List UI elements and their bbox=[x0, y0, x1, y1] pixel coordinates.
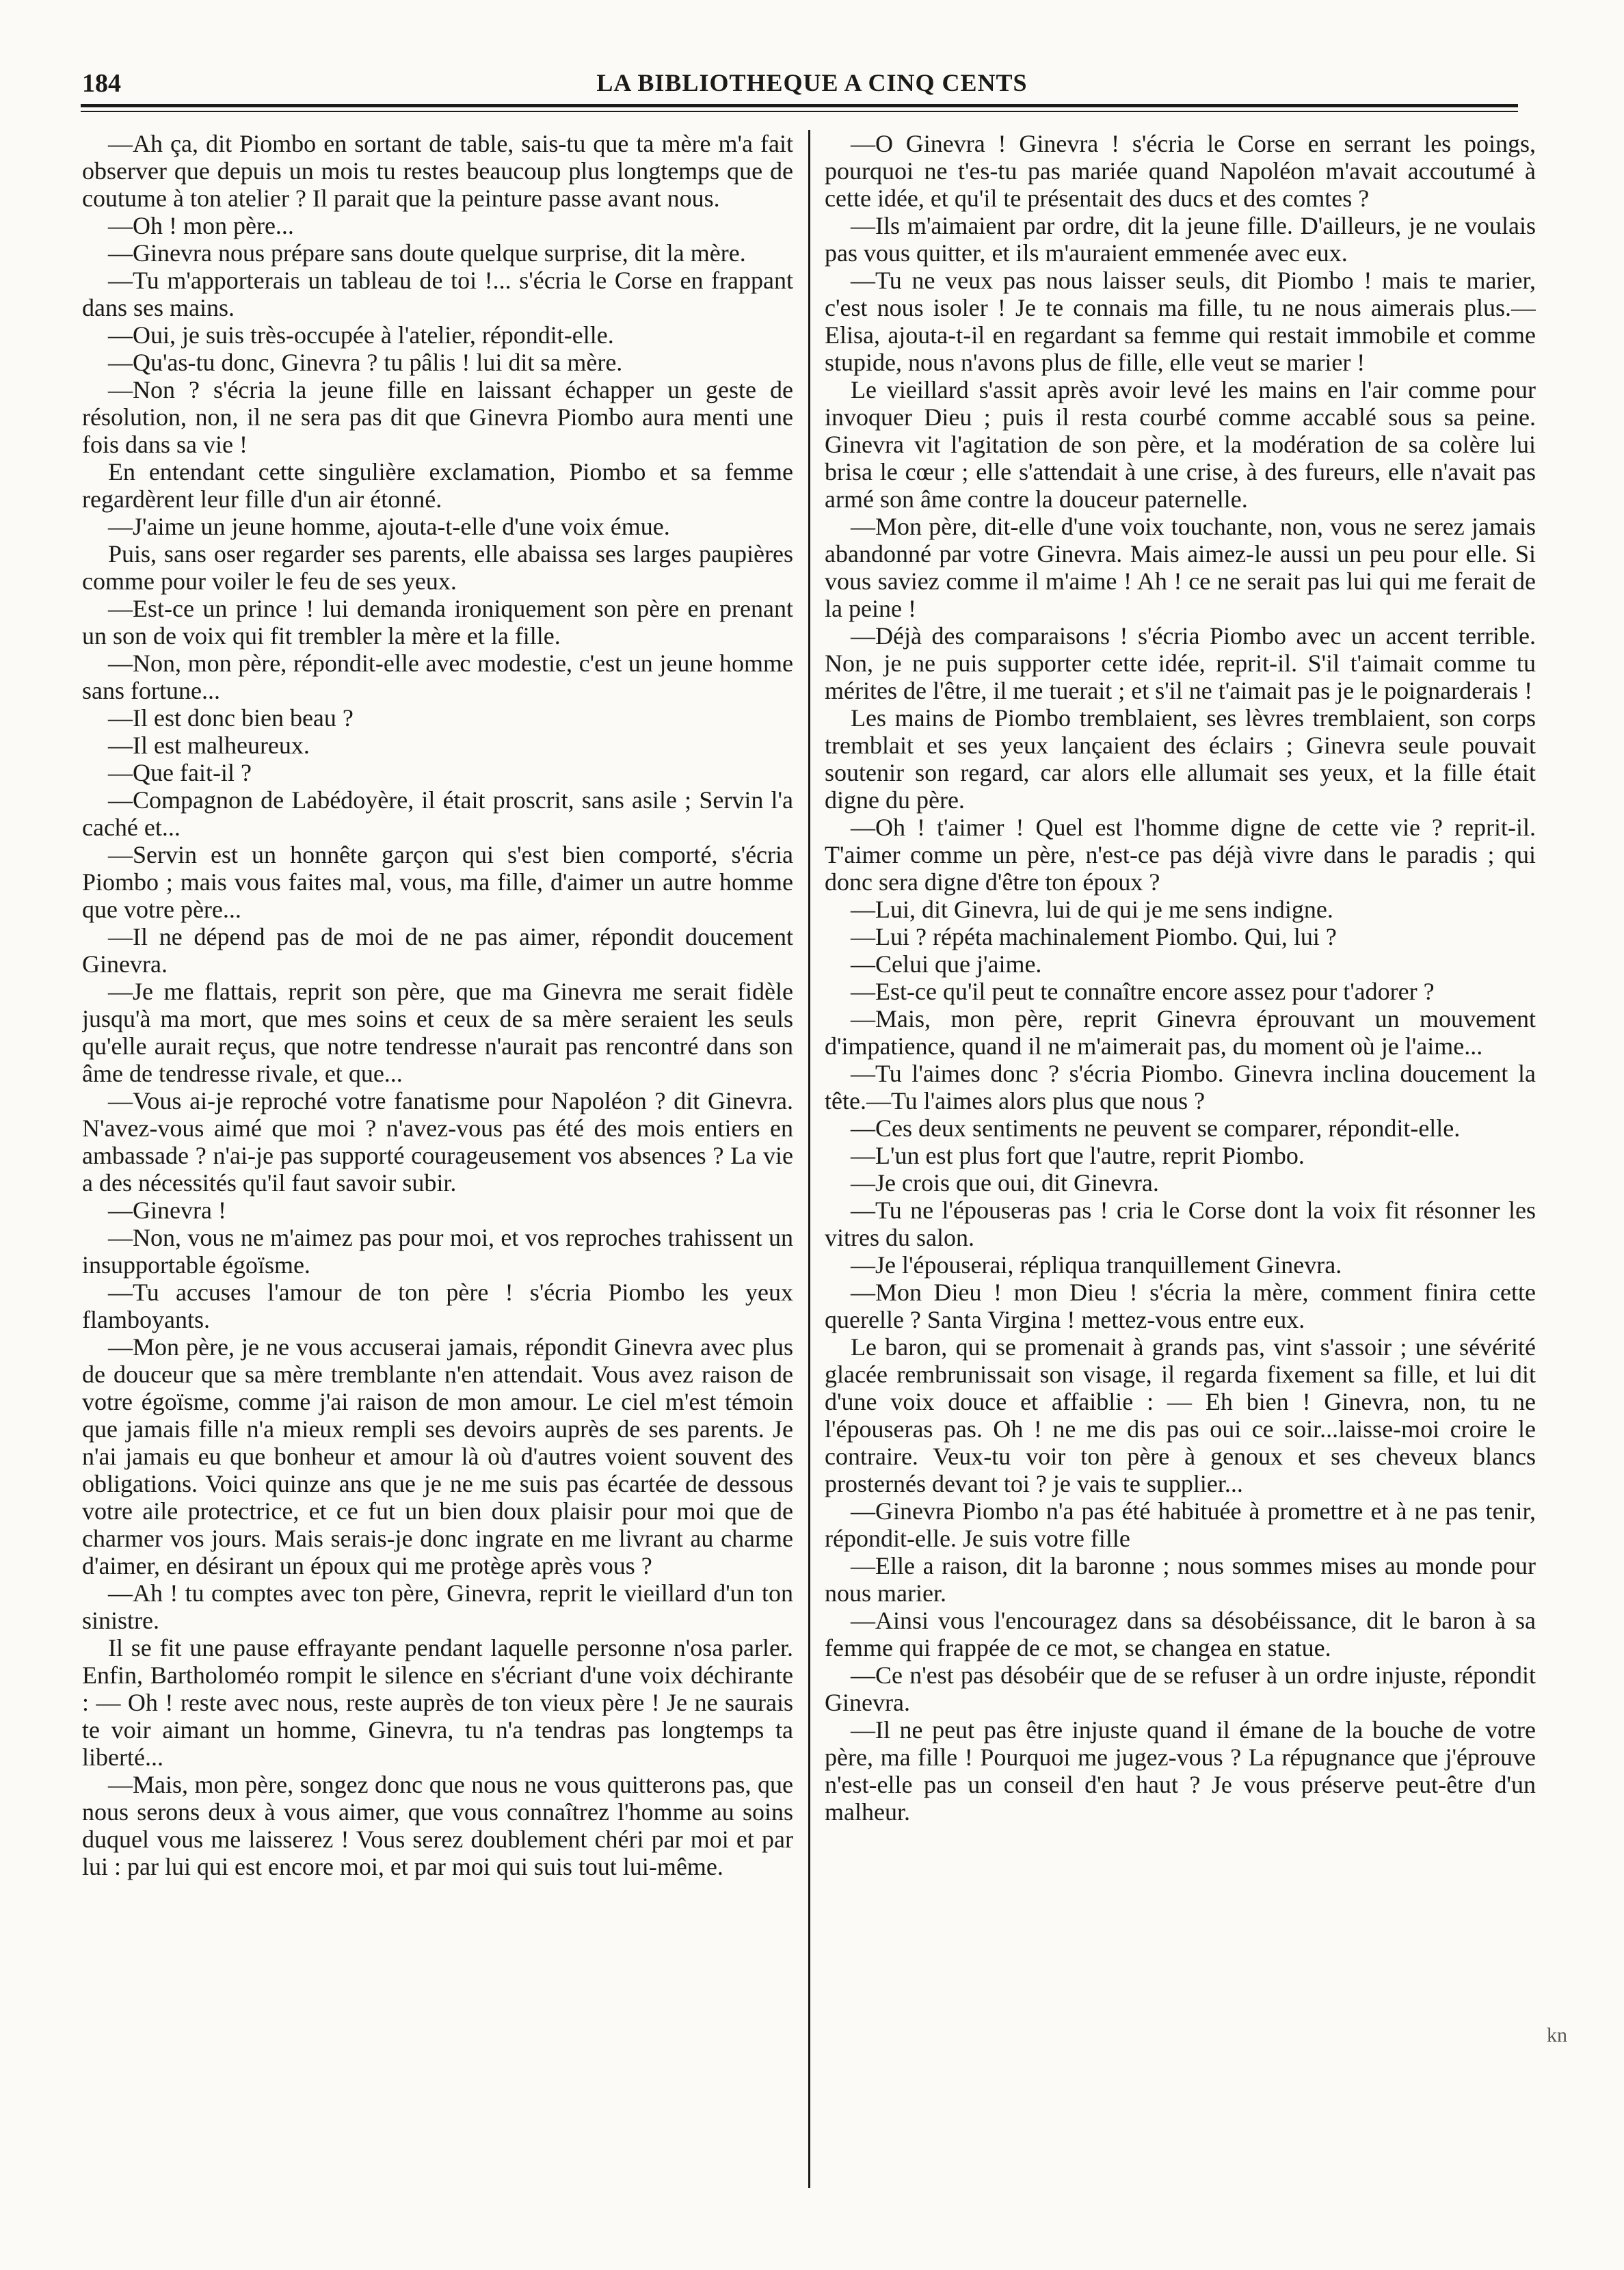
paragraph: —Ainsi vous l'encouragez dans sa désobéissance, dit le baron à sa femme qui frappée de ce mot, se changea en statue. bbox=[825, 1607, 1536, 1661]
paragraph: —Oui, je suis très-occupée à l'atelier, répondit-elle. bbox=[108, 321, 614, 349]
paragraph: —Elle a raison, dit la baronne ; nous sommes mises au monde pour nous marier. bbox=[825, 1552, 1536, 1607]
paragraph: —Tu accuses l'amour de ton père ! s'écria Piombo les yeux flamboyants. bbox=[82, 1279, 793, 1333]
paragraph: —O Ginevra ! Ginevra ! s'écria le Corse en serrant les poings, pourquoi ne t'es-tu pas mariée quand Napoléon m'avait accoutumé à cette idée, et qu'il te présentait des ducs et des comtes ? bbox=[825, 130, 1536, 212]
paragraph: —Je crois que oui, dit Ginevra. bbox=[851, 1169, 1159, 1197]
paragraph: —Je l'épouserai, répliqua tranquillement Ginevra. bbox=[851, 1251, 1342, 1279]
paragraph: —Est-ce un prince ! lui demanda ironiquement son père en prenant un son de voix qui fit trembler la mère et la fille. bbox=[82, 595, 793, 650]
paragraph: —L'un est plus fort que l'autre, reprit Piombo. bbox=[851, 1142, 1305, 1169]
paragraph: —Compagnon de Labédoyère, il était proscrit, sans asile ; Servin l'a caché et... bbox=[82, 786, 793, 841]
paragraph: —Tu ne veux pas nous laisser seuls, dit Piombo ! mais te marier, c'est nous isoler ! Je te connais ma fille, tu ne nous aimerais plus.— Elisa, ajouta-t-il en regardant sa femme qui restait immobile et comme stupide, nous n'avons plus de fille, elle veut se marier ! bbox=[825, 267, 1536, 376]
paragraph: —Mon Dieu ! mon Dieu ! s'écria la mère, comment finira cette querelle ? Santa Virgina ! mettez-vous entre eux. bbox=[825, 1279, 1536, 1333]
header-rule bbox=[81, 104, 1518, 107]
column-divider bbox=[808, 130, 810, 2188]
paragraph: —Il est malheureux. bbox=[108, 732, 310, 759]
paragraph: —Ginevra nous prépare sans doute quelque surprise, dit la mère. bbox=[108, 239, 746, 267]
paragraph: —Est-ce qu'il peut te connaître encore assez pour t'adorer ? bbox=[851, 978, 1435, 1005]
paragraph: —Oh ! mon père... bbox=[108, 212, 294, 239]
paragraph: —Mon père, je ne vous accuserai jamais, répondit Ginevra avec plus de douceur que sa mère tremblante n'en attendait. Vous avez raison de votre égoïsme, comme j'ai raison de mon amour. Le ciel m'est témoin que jamais fille n'a mieux rempli ses devoirs auprès de ses parents. Je n'ai jamais eu que bonheur et amour là où d'autres voient souvent des obligations. Voici quinze ans que je ne me suis pas écartée de dessous votre aile protectrice, et ce fut un bien doux plaisir pour moi que de charmer vos jours. Mais serais-je donc ingrate en me livrant au charme d'aimer, en désirant un époux qui me protège après vous ? bbox=[82, 1333, 793, 1579]
right-column bbox=[825, 130, 1536, 2195]
paragraph: —Il ne peut pas être injuste quand il émane de la bouche de votre père, ma fille ! Pourquoi me jugez-vous ? La répugnance que j'éprouve n'est-elle pas un conseil d'en haut ? Je vous préserve peut-être d'un malheur. bbox=[825, 1716, 1536, 1826]
paragraph: —Ils m'aimaient par ordre, dit la jeune fille. D'ailleurs, je ne voulais pas vous quitter, et ils m'auraient emmenée avec eux. bbox=[825, 212, 1536, 267]
paragraph: Le vieillard s'assit après avoir levé les mains en l'air comme pour invoquer Dieu ; puis il resta courbé comme accablé sous sa peine. Ginevra vit l'agitation de son père, et la modération de sa colère lui brisa le cœur ; elle s'attendait à une crise, à des fureurs, elle n'avait pas armé son âme contre la douceur paternelle. bbox=[825, 376, 1536, 513]
paragraph: —Oh ! t'aimer ! Quel est l'homme digne de cette vie ? reprit-il. T'aimer comme un père, n'est-ce pas déjà vivre dans le paradis ; qui donc sera digne d'être ton époux ? bbox=[825, 814, 1536, 896]
paragraph: —Qu'as-tu donc, Ginevra ? tu pâlis ! lui dit sa mère. bbox=[108, 349, 623, 376]
paragraph: —Celui que j'aime. bbox=[851, 950, 1042, 978]
paragraph: —Non ? s'écria la jeune fille en laissant échapper un geste de résolution, non, il ne sera pas dit que Ginevra Piombo aura menti une fois dans sa vie ! bbox=[82, 376, 793, 458]
paragraph: —Mais, mon père, songez donc que nous ne vous quitterons pas, que nous serons deux à vous aimer, que vous connaîtrez l'homme au soins duquel vous me laisserez ! Vous serez doublement chéri par moi et par lui : par lui qui est encore moi, et par moi qui suis tout lui-même. bbox=[82, 1771, 793, 1880]
paragraph: —Non, mon père, répondit-elle avec modestie, c'est un jeune homme sans fortune... bbox=[82, 650, 793, 704]
paragraph: —Ginevra Piombo n'a pas été habituée à promettre et à ne pas tenir, répondit-elle. Je suis votre fille bbox=[825, 1497, 1536, 1552]
page-number: 184 bbox=[82, 69, 121, 98]
running-title: LA BIBLIOTHEQUE A CINQ CENTS bbox=[596, 69, 1028, 96]
paragraph: —Tu m'apporterais un tableau de toi !... s'écria le Corse en frappant dans ses mains. bbox=[82, 267, 793, 321]
header-rule-thin bbox=[81, 111, 1518, 112]
paragraph: —Non, vous ne m'aimez pas pour moi, et vos reproches trahissent un insupportable égoïsme. bbox=[82, 1224, 793, 1279]
paragraph: —Ces deux sentiments ne peuvent se comparer, répondit-elle. bbox=[851, 1114, 1461, 1142]
paragraph: Il se fit une pause effrayante pendant laquelle personne n'osa parler. Enfin, Bartholoméo rompit le silence en s'écriant d'une voix déchirante : — Oh ! reste avec nous, reste auprès de ton vieux père ! Je ne saurais te voir aimant un homme, Ginevra, tu n'a tendras pas longtemps ta liberté... bbox=[82, 1634, 793, 1771]
paragraph: —Ah ça, dit Piombo en sortant de table, sais-tu que ta mère m'a fait observer que depuis un mois tu restes beaucoup plus longtemps que de coutume à ton atelier ? Il parait que la peinture passe avant nous. bbox=[82, 130, 793, 212]
paragraph: Puis, sans oser regarder ses parents, elle abaissa ses larges paupières comme pour voiler le feu de ses yeux. bbox=[82, 540, 793, 595]
paragraph: —Déjà des comparaisons ! s'écria Piombo avec un accent terrible. Non, je ne puis supporter cette idée, reprit-il. S'il t'aimait comme tu mérites de l'être, il me tuerait ; et s'il ne t'aimait pas je le poignarderais ! bbox=[825, 622, 1536, 704]
paragraph: —J'aime un jeune homme, ajouta-t-elle d'une voix émue. bbox=[108, 513, 670, 540]
paragraph: Les mains de Piombo tremblaient, ses lèvres tremblaient, son corps tremblait et ses yeux lançaient des éclairs ; Ginevra seule pouvait soutenir son regard, car alors elle allumait ses yeux, et la fille était digne du père. bbox=[825, 704, 1536, 814]
paragraph: —Vous ai-je reproché votre fanatisme pour Napoléon ? dit Ginevra. N'avez-vous aimé que moi ? n'avez-vous pas été des mois entiers en ambassade ? n'ai-je pas supporté courageusement vos absences ? La vie a des nécessités qu'il faut savoir subir. bbox=[82, 1087, 793, 1197]
paragraph: —Servin est un honnête garçon qui s'est bien comporté, s'écria Piombo ; mais vous faites mal, vous, ma fille, d'aimer un autre homme que votre père... bbox=[82, 841, 793, 923]
paragraph: —Lui, dit Ginevra, lui de qui je me sens indigne. bbox=[851, 896, 1333, 923]
paragraph: —Il ne dépend pas de moi de ne pas aimer, répondit doucement Ginevra. bbox=[82, 923, 793, 978]
paragraph: —Je me flattais, reprit son père, que ma Ginevra me serait fidèle jusqu'à ma mort, que mes soins et ceux de sa mère seraient les seuls qu'elle aurait reçus, que notre tendresse n'aurait pas rencontré dans son âme de tendresse rivale, et que... bbox=[82, 978, 793, 1087]
margin-note: kn bbox=[1547, 2024, 1567, 2046]
paragraph: —Ginevra ! bbox=[108, 1197, 226, 1224]
paragraph: —Que fait-il ? bbox=[108, 759, 252, 786]
paragraph: —Tu l'aimes donc ? s'écria Piombo. Ginevra inclina doucement la tête.—Tu l'aimes alors plus que nous ? bbox=[825, 1060, 1536, 1114]
paragraph: —Il est donc bien beau ? bbox=[108, 704, 354, 732]
paragraph: Le baron, qui se promenait à grands pas, vint s'assoir ; une sévérité glacée rembrunissait son visage, il regarda fixement sa fille, et lui dit d'une voix douce et affaiblie : — Eh bien ! Ginevra, non, tu ne l'épouseras pas. Oh ! ne me dis pas oui ce soir...laisse-moi croire le contraire. Veux-tu voir ton père à genoux et ses cheveux blancs prosternés devant toi ? je vais te supplier... bbox=[825, 1333, 1536, 1497]
paragraph: —Ce n'est pas désobéir que de se refuser à un ordre injuste, répondit Ginevra. bbox=[825, 1661, 1536, 1716]
paragraph: —Lui ? répéta machinalement Piombo. Qui, lui ? bbox=[851, 923, 1337, 950]
paragraph: —Mais, mon père, reprit Ginevra éprouvant un mouvement d'impatience, quand il ne m'aimerait pas, du moment où je l'aime... bbox=[825, 1005, 1536, 1060]
left-column bbox=[82, 130, 793, 2195]
paragraph: —Ah ! tu comptes avec ton père, Ginevra, reprit le vieillard d'un ton sinistre. bbox=[82, 1579, 793, 1634]
paragraph: En entendant cette singulière exclamation, Piombo et sa femme regardèrent leur fille d'un air étonné. bbox=[82, 458, 793, 513]
paragraph: —Tu ne l'épouseras pas ! cria le Corse dont la voix fit résonner les vitres du salon. bbox=[825, 1197, 1536, 1251]
paragraph: —Mon père, dit-elle d'une voix touchante, non, vous ne serez jamais abandonné par votre Ginevra. Mais aimez-le aussi un peu pour elle. Si vous saviez comme il m'aime ! Ah ! ce ne serait pas lui qui me ferait de la peine ! bbox=[825, 513, 1536, 622]
